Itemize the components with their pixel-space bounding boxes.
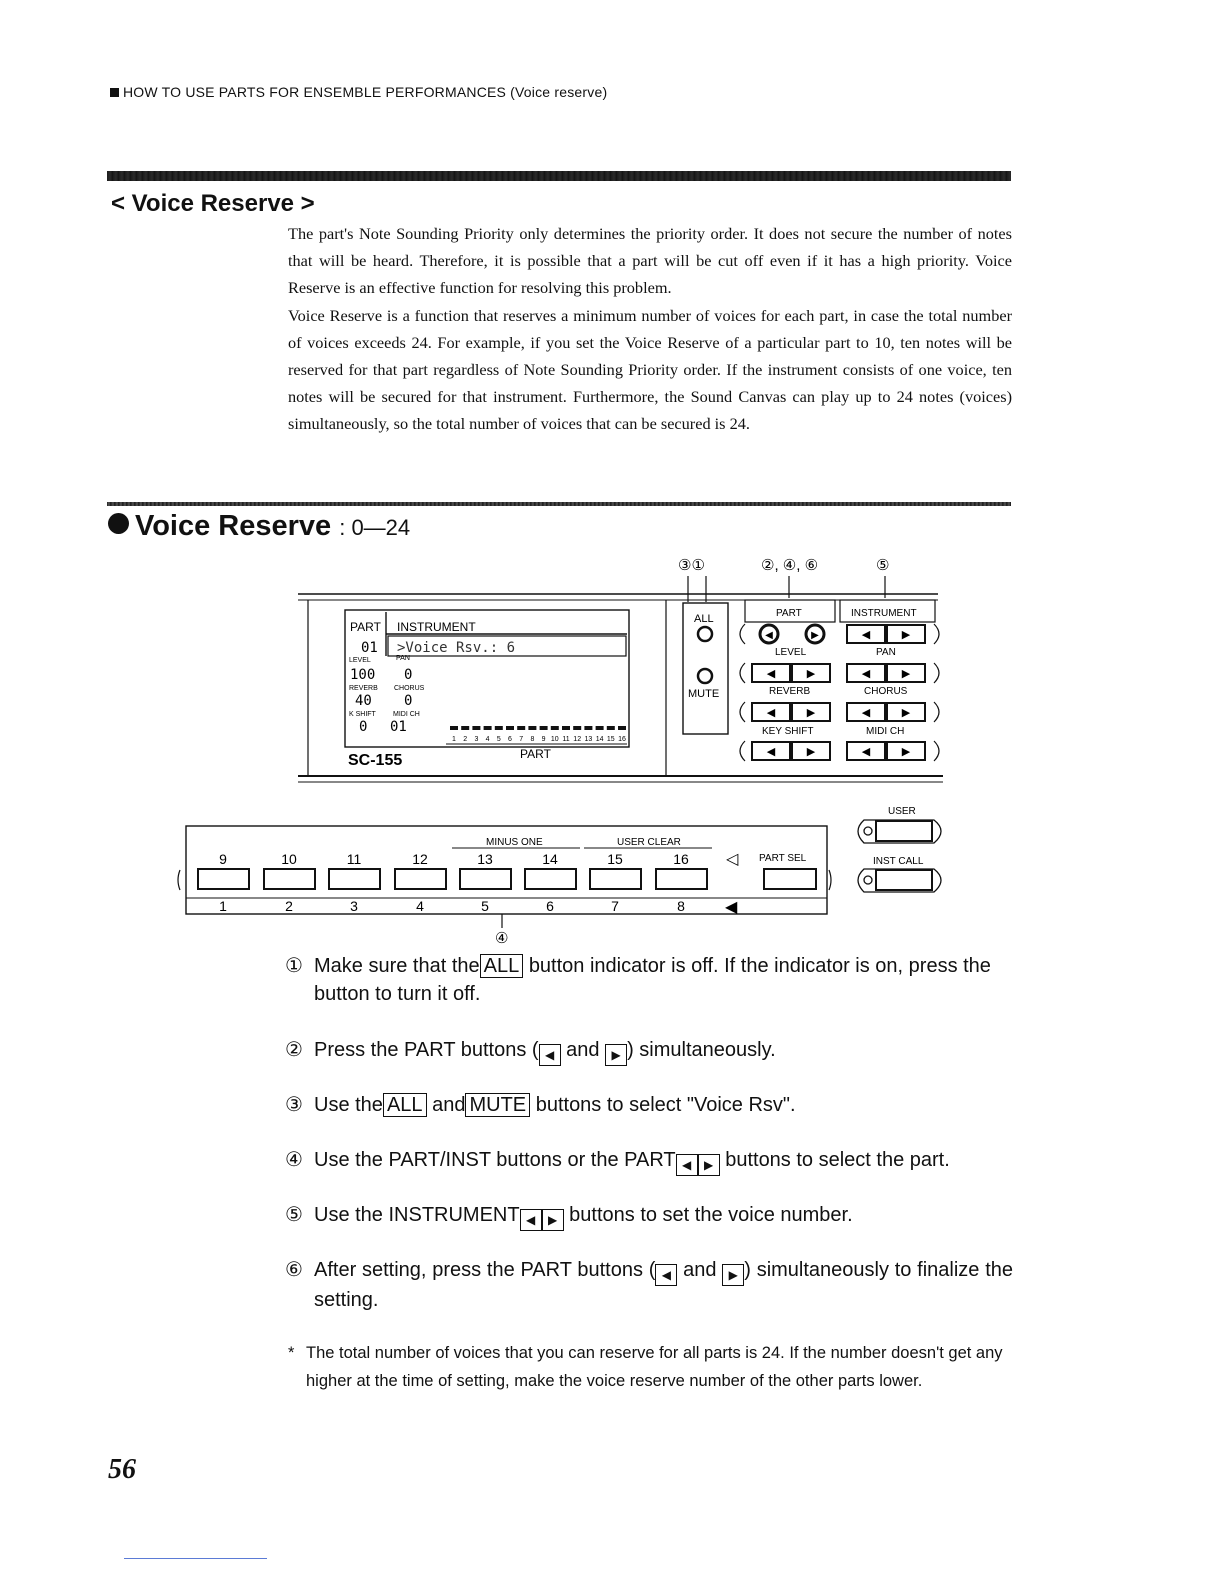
lcd-part-bar	[528, 726, 536, 730]
range-text: : 0—24	[339, 515, 411, 540]
lcd-midich-label: MIDI CH	[393, 711, 420, 718]
inst-call-button[interactable]	[876, 870, 932, 890]
lcd-instrument-label: INSTRUMENT	[397, 620, 476, 634]
lcd-part-bar	[540, 726, 548, 730]
left-triangle-icon: ◀	[676, 1154, 698, 1176]
pan-label: PAN	[876, 647, 896, 658]
lcd-part-bar	[495, 726, 503, 730]
lower-part-number: 8	[677, 898, 685, 914]
note-text: The total number of voices that you can reserve for all parts is 24. If the number doesn't get any higher at the time of setting, make the voice reserve number of the other parts lower.	[306, 1344, 1003, 1390]
part-key[interactable]	[329, 869, 380, 889]
lcd-part-label: PART	[350, 620, 381, 634]
model-name: SC-155	[348, 752, 403, 769]
lcd-part-number: 2	[463, 736, 468, 743]
lcd-pan-label: PAN	[396, 655, 410, 662]
part-key[interactable]	[590, 869, 641, 889]
lcd-part-number: 7	[519, 736, 524, 743]
lower-part-number: 6	[546, 898, 554, 914]
right-triangle-icon: ▶	[605, 1044, 627, 1066]
lcd-display-text: >Voice Rsv.: 6	[397, 640, 516, 656]
step-2: ② Press the PART buttons ( ◀ and ▶ ) simultaneously.	[285, 1036, 1013, 1066]
left-arrow-outline-icon: ◁	[726, 851, 739, 868]
lower-part-number: 4	[416, 898, 424, 914]
asterisk: *	[288, 1344, 295, 1362]
lcd-part-number: 4	[485, 736, 490, 743]
right-triangle-icon: ▶	[806, 668, 816, 680]
reverb-label: REVERB	[769, 686, 811, 697]
upper-part-number: 9	[219, 851, 227, 867]
lcd-part-bar	[607, 726, 615, 730]
lcd-part-number: 15	[606, 736, 615, 743]
right-triangle-icon: ▶	[901, 746, 911, 758]
left-triangle-icon: ◀	[861, 629, 871, 641]
lcd-part-bar	[562, 726, 570, 730]
lower-part-number: 2	[285, 898, 293, 914]
step-number: ④	[285, 1149, 303, 1171]
lcd-part-number: 16	[618, 736, 626, 743]
lcd-reverb-value: 40	[355, 693, 372, 709]
lower-part-number: 1	[219, 898, 227, 914]
callout-3-1: ③①	[678, 557, 705, 574]
lcd-part-bar	[517, 726, 525, 730]
part-key[interactable]	[460, 869, 511, 889]
right-triangle-icon: ▶	[811, 630, 819, 641]
step-5: ⑤ Use the INSTRUMENT ◀ ▶ buttons to set the voice number.	[285, 1201, 1013, 1231]
lcd-part-bar	[596, 726, 604, 730]
left-triangle-icon: ◀	[765, 630, 773, 641]
lcd-part-number: 6	[508, 736, 512, 743]
footer-line	[124, 1558, 267, 1559]
lcd-reverb-label: REVERB	[349, 685, 378, 692]
right-triangle-icon: ▶	[722, 1264, 744, 1286]
lcd-chorus-value: 0	[404, 693, 413, 709]
header-text: HOW TO USE PARTS FOR ENSEMBLE PERFORMANCES (Voice reserve)	[123, 84, 608, 100]
user-label: USER	[888, 806, 916, 817]
midi-ch-label: MIDI CH	[866, 726, 905, 737]
all-label: ALL	[694, 613, 714, 625]
step-number: ②	[285, 1039, 303, 1061]
lcd-part-number: 8	[530, 736, 535, 743]
left-triangle-icon: ◀	[766, 746, 776, 758]
inst-call-label: INST CALL	[873, 856, 924, 867]
right-triangle-icon: ▶	[542, 1209, 564, 1231]
lcd-part-number: 10	[550, 736, 559, 743]
lcd-part-bar	[450, 726, 458, 730]
step-4: ④ Use the PART/INST buttons or the PART ◀ ▶ buttons to select the part.	[285, 1146, 1013, 1176]
part-label: PART	[776, 608, 802, 619]
part-keys	[198, 851, 707, 914]
lcd-part-bar	[618, 726, 626, 730]
lcd-part-number: 5	[496, 736, 501, 743]
paragraph-1: The part's Note Sounding Priority only determines the priority order. It does not secure the number of notes that will be heard. Therefore, it is possible that a part will be cut off even if it has a high priority. Voice Reserve is an effective function for resolving this problem.	[288, 224, 1012, 298]
lower-part-number: 7	[611, 898, 619, 914]
lcd-part-caption: PART	[520, 747, 551, 761]
lcd-midich-value: 01	[390, 719, 407, 735]
step-number: ①	[285, 955, 303, 977]
mute-label: MUTE	[688, 688, 720, 700]
part-key[interactable]	[264, 869, 315, 889]
right-triangle-icon: ▶	[698, 1154, 720, 1176]
step-1: ① Make sure that the ALL button indicator is off. If the indicator is on, press the button to turn it off.	[285, 952, 1013, 1008]
step-6: ⑥ After setting, press the PART buttons ( ◀ and ▶ ) simultaneously to finalize the setting.	[285, 1256, 1013, 1314]
step-3: ③ Use the ALL and MUTE buttons to select "Voice Rsv".	[285, 1091, 1013, 1119]
right-triangle-icon: ▶	[901, 629, 911, 641]
step-number: ③	[285, 1094, 303, 1116]
lcd-part-bar	[484, 726, 492, 730]
chorus-label: CHORUS	[864, 686, 908, 697]
part-key[interactable]	[656, 869, 707, 889]
paragraph-2: Voice Reserve is a function that reserves a minimum number of voices for each part, in case the total number of voices exceeds 24. For example, if you set the Voice Reserve of a particular part to 10, ten notes will be reserved for that part regardless of Note Sounding Priority order. If the instrument consists of one voice, ten notes will be secured for that instrument. Furthermore, the Sound Canvas can play up to 24 notes (voices) simultaneously, so the total number of voices that can be secured is 24.	[288, 305, 1012, 434]
minus-one-label: MINUS ONE	[486, 837, 543, 848]
left-triangle-icon: ◀	[766, 707, 776, 719]
upper-part-number: 10	[281, 851, 297, 867]
all-key-label: ALL	[480, 954, 524, 978]
lcd-part-number: 11	[562, 736, 570, 743]
level-label: LEVEL	[775, 647, 807, 658]
lcd-part-bar	[461, 726, 469, 730]
page-number: 56	[108, 1454, 136, 1485]
instrument-label: INSTRUMENT	[851, 608, 917, 619]
lcd-level-value: 100	[350, 667, 376, 683]
lcd-part-number: 1	[452, 736, 456, 743]
right-triangle-icon: ▶	[901, 668, 911, 680]
lower-part-number: 5	[481, 898, 489, 914]
part-key[interactable]	[395, 869, 446, 889]
lcd-part-number: 12	[573, 736, 582, 743]
upper-part-number: 16	[673, 851, 689, 867]
part-key[interactable]	[198, 869, 249, 889]
left-triangle-icon: ◀	[520, 1209, 542, 1231]
part-sel-button[interactable]	[764, 869, 816, 889]
lcd-part-number: 13	[584, 736, 593, 743]
lcd-part-bar	[506, 726, 514, 730]
upper-part-number: 13	[477, 851, 493, 867]
lcd-kshift-label: K SHIFT	[349, 711, 376, 718]
left-triangle-icon: ◀	[861, 707, 871, 719]
section-title-voice-reserve: < Voice Reserve >	[111, 190, 315, 217]
left-triangle-icon: ◀	[539, 1044, 561, 1066]
mute-key-label: MUTE	[465, 1093, 530, 1117]
callout-2-4-6: ②, ④, ⑥	[761, 557, 819, 574]
step-number: ⑥	[285, 1259, 303, 1281]
upper-part-number: 14	[542, 851, 558, 867]
part-sel-label: PART SEL	[759, 853, 807, 864]
lcd-part-number: 14	[595, 736, 604, 743]
lcd-part-bar	[472, 726, 480, 730]
user-button[interactable]	[876, 821, 932, 841]
left-triangle-icon: ◀	[655, 1264, 677, 1286]
left-triangle-icon: ◀	[861, 668, 871, 680]
lcd-level-label: LEVEL	[349, 657, 371, 664]
lcd-part-bar	[584, 726, 592, 730]
lcd-part-bar	[551, 726, 559, 730]
lcd-part-number: 9	[541, 736, 546, 743]
lcd-pan-value: 0	[404, 667, 413, 683]
user-clear-label: USER CLEAR	[617, 837, 681, 848]
lcd-part-value: 01	[361, 640, 378, 656]
upper-part-number: 15	[607, 851, 623, 867]
callout-5: ⑤	[876, 557, 890, 574]
lcd-kshift-value: 0	[359, 719, 368, 735]
callout-4-bottom: ④	[495, 930, 509, 947]
right-triangle-icon: ▶	[806, 746, 816, 758]
left-triangle-icon: ◀	[861, 746, 871, 758]
lcd-part-number: 3	[474, 736, 479, 743]
left-arrow-solid-icon: ◀	[725, 899, 738, 916]
left-triangle-icon: ◀	[766, 668, 776, 680]
key-shift-label: KEY SHIFT	[762, 726, 814, 737]
right-triangle-icon: ▶	[806, 707, 816, 719]
part-key[interactable]	[525, 869, 576, 889]
lower-part-number: 3	[350, 898, 358, 914]
note	[288, 1340, 1012, 1395]
upper-part-number: 11	[346, 851, 362, 867]
all-key-label: ALL	[383, 1093, 427, 1117]
lcd-part-bar	[573, 726, 581, 730]
lcd-chorus-label: CHORUS	[394, 685, 425, 692]
step-number: ⑤	[285, 1204, 303, 1226]
right-triangle-icon: ▶	[901, 707, 911, 719]
heading-text: Voice Reserve	[135, 510, 332, 542]
upper-part-number: 12	[412, 851, 428, 867]
